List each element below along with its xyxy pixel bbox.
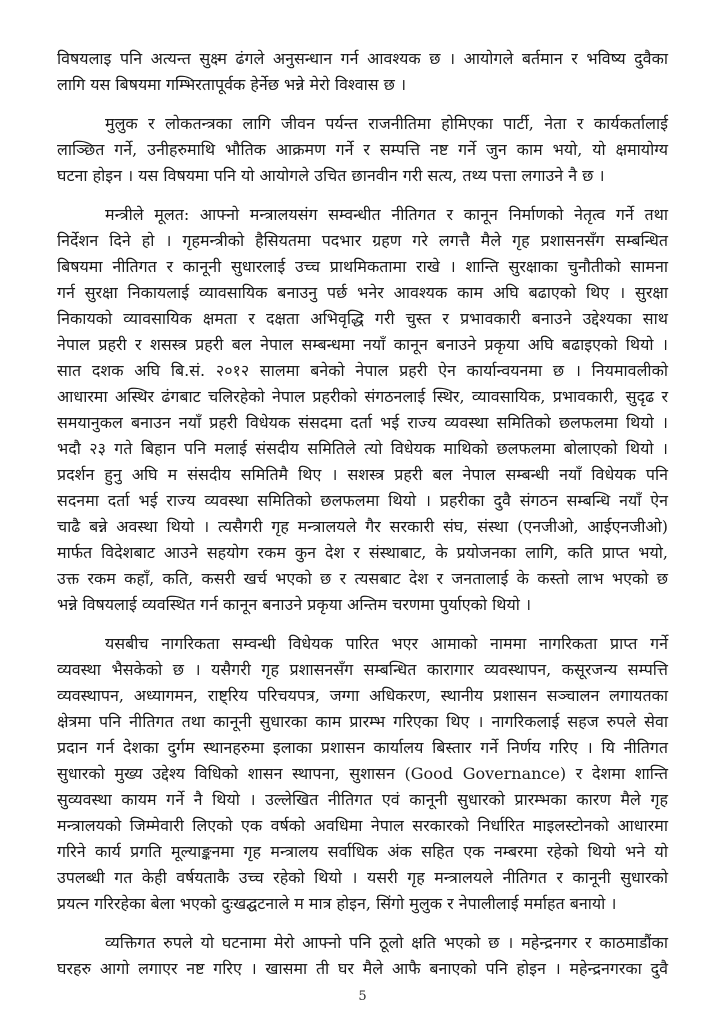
text-line: व्यवस्था भैसकेको छ । यसैगरी गृह प्रशासनसँग सम्बन्धित कारागार व्यवस्थापन, कसूरजन्य सम्पत्ति: [57, 660, 668, 679]
text-line: प्रदान गर्न देशका दुर्गम स्थानहरुमा इलाका प्रशासन कार्यालय बिस्तार गर्ने निर्णय गरिए । यि नीतिगत: [57, 738, 668, 757]
text-line: प्रदर्शन हुनु अघि म संसदीय समितिमै थिए । सशस्त्र प्रहरी बल नेपाल सम्बन्धी नयाँ विधेयक पनि: [57, 465, 668, 484]
text-line: सुधारको मुख्य उद्देश्य विधिको शासन स्थापना, सुशासन (Good Governance) र देशमा शान्ति: [57, 764, 668, 783]
text-line: भदौ २३ गते बिहान पनि मलाई संसदीय समितिले त्यो विधेयक माथिको छलफलमा बोलाएको थियो ।: [57, 439, 668, 458]
text-line: उक्त रकम कहाँ, कति, कसरी खर्च भएको छ र त्यसबाट देश र जनतालाई के कस्तो लाभ भएको छ: [57, 569, 668, 588]
text-line: निकायको व्यावसायिक क्षमता र दक्षता अभिवृद्धि गरी चुस्त र प्रभावकारी बनाउने उद्देश्यका साथ: [57, 309, 668, 328]
paragraph: [57, 631, 668, 917]
text-line: सदनमा दर्ता भई राज्य व्यवस्था समितिको छलफलमा थियो । प्रहरीका दुवै संगठन सम्बन्धि नयाँ ऐन: [57, 491, 668, 510]
text-line: मार्फत विदेशबाट आउने सहयोग रकम कुन देश र संस्थाबाट, के प्रयोजनका लागि, कति प्राप्त भयो,: [57, 543, 668, 562]
text-line: समयानुकल बनाउन नयाँ प्रहरी विधेयक संसदमा दर्ता भई राज्य व्यवस्था समितिको छलफलमा थियो ।: [57, 413, 668, 432]
text-line: उपलब्धी गत केही वर्षयताकै उच्च रहेको थियो । यसरी गृह मन्त्रालयले नीतिगत र कानूनी सुधारको: [57, 868, 668, 887]
text-line: बिषयमा नीतिगत र कानूनी सुधारलाई उच्च प्राथमिकतामा राखे । शान्ति सुरक्षाका चुनौतीको सामना: [57, 257, 668, 276]
text-line: क्षेत्रमा पनि नीतिगत तथा कानूनी सुधारका काम प्रारम्भ गरिएका थिए । नागरिकलाई सहज रुपले सेवा: [57, 712, 668, 731]
text-line: मन्त्रीले मूलत: आफ्नो मन्त्रालयसंग सम्वन्धीत नीतिगत र कानून निर्माणको नेतृत्व गर्ने तथा: [105, 205, 668, 224]
text-line: आधारमा अस्थिर ढंगबाट चलिरहेको नेपाल प्रहरीको संगठनलाई स्थिर, व्यावसायिक, प्रभावकारी, सुदृढ र: [57, 387, 668, 406]
text-line: निर्देशन दिने हो । गृहमन्त्रीको हैसियतमा पदभार ग्रहण गरे लगत्तै मैले गृह प्रशासनसँग सम्बन्धित: [57, 231, 668, 250]
page-number: 5: [358, 989, 367, 1004]
paragraph: [57, 930, 668, 982]
text-line: प्रयत्न गरिरहेका बेला भएको दुःखद्घटनाले म मात्र होइन, सिंगो मुलुक र नेपालीलाई मर्माहत बनायो ।: [57, 894, 617, 913]
text-line: व्यवस्थापन, अध्यागमन, राष्ट्रिय परिचयपत्र, जग्गा अधिकरण, स्थानीय प्रशासन सञ्चालन लगायतका: [57, 686, 668, 705]
text-line: गर्न सुरक्षा निकायलाई व्यावसायिक बनाउनु पर्छ भनेर आवश्यक काम अघि बढाएको थिए । सुरक्षा: [57, 283, 668, 302]
text-line: यसबीच नागरिकता सम्वन्धी विधेयक पारित भएर आमाको नाममा नागरिकता प्राप्त गर्ने: [105, 634, 668, 653]
text-line: मन्त्रालयको जिम्मेवारी लिएको एक वर्षको अवधिमा नेपाल सरकारको निर्धारित माइलस्टोनको आधारमा: [57, 816, 668, 835]
text-line: सुव्यवस्था कायम गर्ने नै थियो । उल्लेखित नीतिगत एवं कानूनी सुधारको प्रारम्भका कारण मैले गृह: [57, 790, 668, 809]
text-line: विषयलाइ पनि अत्यन्त सुक्ष्म ढंगले अनुसन्धान गर्न आवश्यक छ । आयोगले बर्तमान र भविष्य दुवैका: [57, 49, 668, 68]
text-line: घटना होइन । यस विषयमा पनि यो आयोगले उचित छानवीन गरी सत्य, तथ्य पत्ता लगाउने नै छ ।: [57, 166, 605, 185]
text-line: सात दशक अघि बि.सं. २०१२ सालमा बनेको नेपाल प्रहरी ऐन कार्यान्वयनमा छ । नियमावलीको: [57, 361, 668, 380]
text-line: गरिने कार्य प्रगति मूल्याङ्कनमा गृह मन्त्रालय सर्वाधिक अंक सहित एक नम्बरमा रहेको थियो भने यो: [57, 842, 668, 861]
text-line: चाढै बन्ने अवस्था थियो । त्यसैगरी गृह मन्त्रालयले गैर सरकारी संघ, संस्था (एनजीओ, आईएनजीओ): [57, 517, 668, 536]
text-line: घरहरु आगो लगाएर नष्ट गरिए । खासमा ती घर मैले आफै बनाएको पनि होइन । महेन्द्रनगरका दुवै: [57, 959, 668, 978]
paragraph: [57, 202, 668, 618]
paragraph: [57, 46, 668, 98]
text-line: नेपाल प्रहरी र शसस्त्र प्रहरी बल नेपाल सम्बन्धमा नयाँ कानून बनाउने प्रकृया अघि बढाइएको थियो ।: [57, 335, 668, 354]
paragraph: [57, 111, 668, 189]
text-line: व्यक्तिगत रुपले यो घटनामा मेरो आफ्नो पनि ठूलो क्षति भएको छ । महेन्द्रनगर र काठमाडौंका: [105, 933, 668, 952]
text-line: मुलुक र लोकतन्त्रका लागि जीवन पर्यन्त राजनीतिमा होमिएका पार्टी, नेता र कार्यकर्तालाई: [105, 114, 668, 133]
text-line: भन्ने विषयलाई व्यवस्थित गर्न कानून बनाउने प्रकृया अन्तिम चरणमा पुर्याएको थियो ।: [57, 595, 532, 614]
text-line: लाञ्छित गर्ने, उनीहरुमाथि भौतिक आक्रमण गर्ने र सम्पत्ति नष्ट गर्ने जुन काम भयो, यो क्षमायोग्य: [57, 140, 668, 159]
text-line: लागि यस बिषयमा गम्भिरतापूर्वक हेर्नेछ भन्ने मेरो विश्वास छ ।: [57, 75, 407, 94]
